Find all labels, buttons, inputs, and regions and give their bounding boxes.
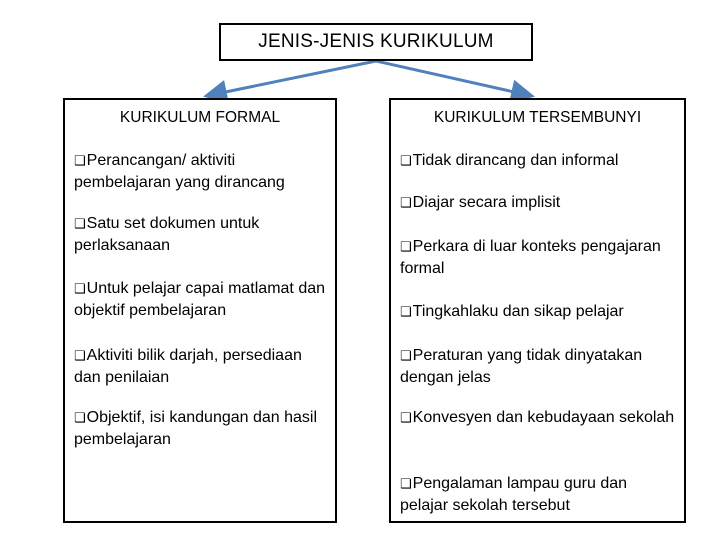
checkbox-bullet-icon: ❑ xyxy=(74,282,86,297)
list-item-text: Peraturan yang tidak dinyatakan dengan jelas xyxy=(400,347,643,386)
list-item-text: Diajar secara implisit xyxy=(412,194,561,211)
list-item xyxy=(400,150,678,172)
list-item xyxy=(400,407,678,429)
checkbox-bullet-icon: ❑ xyxy=(74,154,86,169)
checkbox-bullet-icon: ❑ xyxy=(400,154,412,169)
checkbox-bullet-icon: ❑ xyxy=(74,217,86,232)
list-item xyxy=(400,301,678,323)
list-item xyxy=(74,150,329,193)
checkbox-bullet-icon: ❑ xyxy=(74,411,86,426)
arrow-to-formal xyxy=(206,61,376,96)
checkbox-bullet-icon: ❑ xyxy=(74,349,86,364)
checkbox-bullet-icon: ❑ xyxy=(400,411,412,426)
list-item-text: Perkara di luar konteks pengajaran formal xyxy=(400,238,661,277)
panel-heading-tersembunyi: KURIKULUM TERSEMBUNYI xyxy=(433,109,642,126)
checkbox-bullet-icon: ❑ xyxy=(400,305,412,320)
list-item-text: Satu set dokumen untuk perlaksanaan xyxy=(74,215,260,254)
list-item xyxy=(400,473,678,516)
list-item xyxy=(400,192,678,214)
list-item xyxy=(74,345,329,388)
list-item xyxy=(74,407,329,450)
list-item xyxy=(74,213,329,256)
panel-kurikulum-formal xyxy=(63,98,337,523)
list-item xyxy=(400,345,678,388)
diagram-title-text: JENIS-JENIS KURIKULUM xyxy=(258,31,494,52)
list-item-text: Untuk pelajar capai matlamat dan objektif pembelajaran xyxy=(74,280,326,319)
checkbox-bullet-icon: ❑ xyxy=(400,196,412,211)
list-item-text: Tingkahlaku dan sikap pelajar xyxy=(412,303,624,320)
list-item-text: Pengalaman lampau guru dan pelajar sekolah tersebut xyxy=(400,475,628,514)
list-item-text: Konvesyen dan kebudayaan sekolah xyxy=(412,409,675,426)
arrow-to-tersembunyi xyxy=(376,61,532,96)
checkbox-bullet-icon: ❑ xyxy=(400,477,412,492)
list-item-text: Aktiviti bilik darjah, persediaan dan penilaian xyxy=(74,347,302,386)
panel-kurikulum-tersembunyi xyxy=(389,98,686,523)
list-item-text: Objektif, isi kandungan dan hasil pembelajaran xyxy=(74,409,318,448)
list-item xyxy=(74,278,329,321)
list-item-text: Perancangan/ aktiviti pembelajaran yang dirancang xyxy=(74,152,285,191)
list-item xyxy=(400,236,678,279)
checkbox-bullet-icon: ❑ xyxy=(400,240,412,255)
panel-heading-formal: KURIKULUM FORMAL xyxy=(119,109,281,126)
list-item-text: Tidak dirancang dan informal xyxy=(412,152,619,169)
diagram-title xyxy=(219,23,533,61)
checkbox-bullet-icon: ❑ xyxy=(400,349,412,364)
